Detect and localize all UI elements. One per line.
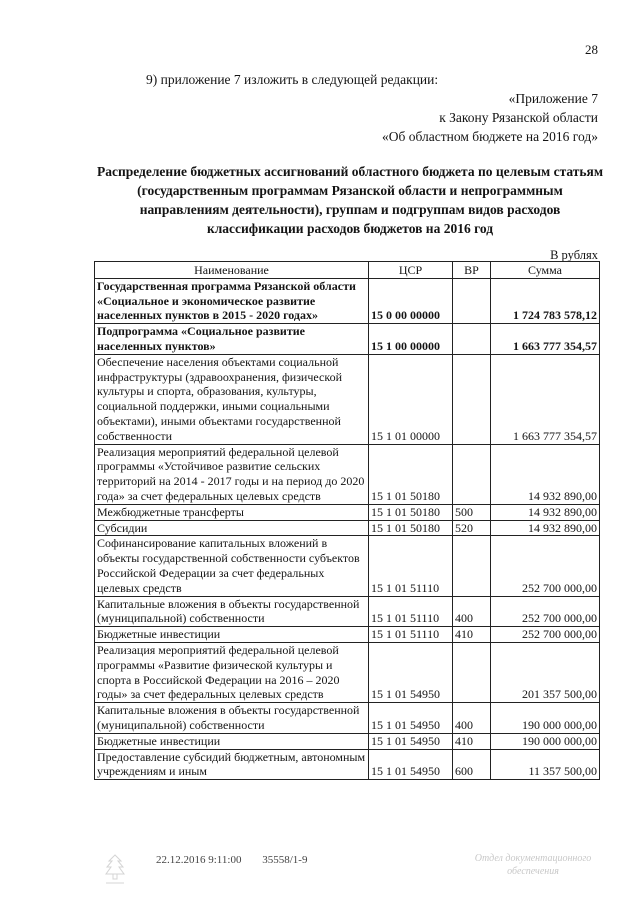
cell-csr: 15 1 01 51110	[369, 596, 453, 627]
cell-vr	[453, 354, 491, 444]
cell-vr	[453, 278, 491, 323]
cell-name: Субсидии	[95, 520, 369, 536]
cell-name: Капитальные вложения в объекты государственной (муниципальной) собственности	[95, 596, 369, 627]
cell-csr: 15 1 01 51110	[369, 536, 453, 596]
cell-sum: 190 000 000,00	[491, 703, 600, 734]
table-header-row	[95, 262, 600, 279]
table-row	[95, 642, 600, 702]
table-row	[95, 278, 600, 323]
cell-sum: 252 700 000,00	[491, 536, 600, 596]
table-row	[95, 627, 600, 643]
cell-name: Софинансирование капитальных вложений в объекты государственной собственности субъектов Российской Федерации за счет федеральных целевых средств	[95, 536, 369, 596]
page-number: 28	[585, 42, 598, 57]
header-vr: ВР	[453, 262, 491, 279]
emblem-icon	[104, 853, 126, 887]
cell-vr: 520	[453, 520, 491, 536]
cell-csr: 15 1 01 51110	[369, 627, 453, 643]
cell-csr: 15 1 01 54950	[369, 733, 453, 749]
cell-csr: 15 1 01 54950	[369, 642, 453, 702]
table-row	[95, 444, 600, 504]
cell-vr: 400	[453, 703, 491, 734]
cell-csr: 15 1 01 50180	[369, 504, 453, 520]
cell-sum: 252 700 000,00	[491, 596, 600, 627]
cell-name: Бюджетные инвестиции	[95, 627, 369, 643]
cell-csr: 15 1 01 54950	[369, 703, 453, 734]
cell-vr	[453, 642, 491, 702]
cell-vr	[453, 324, 491, 355]
cell-sum: 1 724 783 578,12	[491, 278, 600, 323]
cell-name: Капитальные вложения в объекты государственной (муниципальной) собственности	[95, 703, 369, 734]
footer-datetime: 22.12.2016 9:11:00	[156, 854, 242, 866]
cell-vr: 600	[453, 749, 491, 780]
cell-vr: 410	[453, 733, 491, 749]
cell-sum: 14 932 890,00	[491, 504, 600, 520]
table-row	[95, 733, 600, 749]
cell-vr	[453, 536, 491, 596]
cell-name: Подпрограмма «Социальное развитие населенных пунктов»	[95, 324, 369, 355]
document-title: Распределение бюджетных ассигнований областного бюджета по целевым статьям (государственным программам Рязанской области и непрограммным направлениям деятельности), группам и подгруппам видов расходов классификации расходов бюджетов на 2016 год	[96, 164, 604, 236]
cell-sum: 252 700 000,00	[491, 627, 600, 643]
cell-name: Бюджетные инвестиции	[95, 733, 369, 749]
cell-sum: 201 357 500,00	[491, 642, 600, 702]
footer	[156, 854, 325, 866]
cell-name: Предоставление субсидий бюджетным, автономным учреждениям и иным	[95, 749, 369, 780]
cell-csr: 15 1 01 50180	[369, 520, 453, 536]
header-name: Наименование	[95, 262, 369, 279]
cell-csr: 15 1 01 54950	[369, 749, 453, 780]
cell-csr: 15 0 00 00000	[369, 278, 453, 323]
appendix-header-line1: «Приложение 7	[508, 91, 598, 106]
appendix-header	[382, 89, 598, 146]
cell-name: Государственная программа Рязанской области «Социальное и экономическое развитие населенных пунктов в 2015 - 2020 годах»	[95, 278, 369, 323]
cell-vr	[453, 444, 491, 504]
appendix-header-line2: к Закону Рязанской области	[439, 110, 598, 125]
cell-sum: 1 663 777 354,57	[491, 354, 600, 444]
cell-name: Реализация мероприятий федеральной целевой программы «Устойчивое развитие сельских территорий на 2014 - 2017 годы и на период до 2020 года» за счет федеральных целевых средств	[95, 444, 369, 504]
currency-note: В рублях	[550, 248, 598, 262]
table-row	[95, 354, 600, 444]
header-sum: Сумма	[491, 262, 600, 279]
budget-table	[94, 261, 600, 780]
cell-sum: 14 932 890,00	[491, 444, 600, 504]
cell-sum: 14 932 890,00	[491, 520, 600, 536]
footer-doc-number: 35558/1-9	[262, 854, 308, 866]
table-row	[95, 324, 600, 355]
stamp-text: Отдел документационного обеспечения	[474, 853, 592, 877]
cell-vr: 410	[453, 627, 491, 643]
table-row	[95, 703, 600, 734]
table-row	[95, 504, 600, 520]
cell-csr: 15 1 01 50180	[369, 444, 453, 504]
table-row	[95, 596, 600, 627]
cell-csr: 15 1 00 00000	[369, 324, 453, 355]
cell-sum: 11 357 500,00	[491, 749, 600, 780]
cell-name: Обеспечение населения объектами социальной инфраструктуры (здравоохранения, физической культуры и спорта, образования, культуры, социальной поддержки, иными социальными объектами), иными объектами государственной собственности	[95, 354, 369, 444]
cell-vr: 400	[453, 596, 491, 627]
cell-sum: 1 663 777 354,57	[491, 324, 600, 355]
cell-name: Межбюджетные трансферты	[95, 504, 369, 520]
table-row	[95, 536, 600, 596]
cell-csr: 15 1 01 00000	[369, 354, 453, 444]
cell-sum: 190 000 000,00	[491, 733, 600, 749]
cell-vr: 500	[453, 504, 491, 520]
table-row	[95, 749, 600, 780]
intro-text: 9) приложение 7 изложить в следующей редакции:	[146, 72, 439, 87]
appendix-header-line3: «Об областном бюджете на 2016 год»	[382, 129, 598, 144]
cell-name: Реализация мероприятий федеральной целевой программы «Развитие физической культуры и спорта в Российской Федерации на 2016 – 2020 годы» за счет федеральных целевых средств	[95, 642, 369, 702]
table-row	[95, 520, 600, 536]
header-csr: ЦСР	[369, 262, 453, 279]
